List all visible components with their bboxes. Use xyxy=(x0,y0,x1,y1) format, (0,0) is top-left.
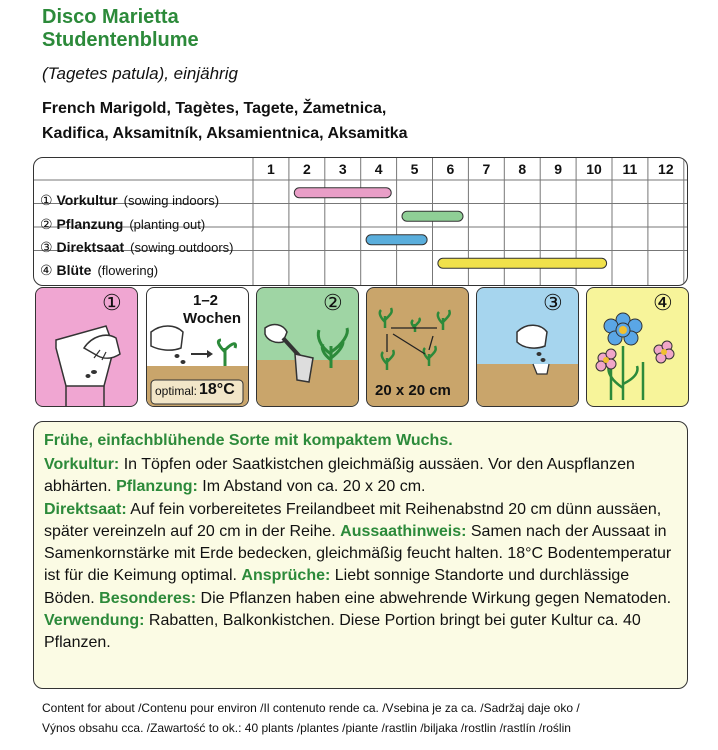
month-label: 3 xyxy=(338,161,347,177)
footer-line-2: Výnos obsahu cca. /Zawartość to ok.: 40 plants /plantes /piante /rastlin /biljaka /rostlin /rastlín /roślin xyxy=(42,721,571,735)
optimal-label: optimal: xyxy=(155,384,198,398)
row-label-direktsaat xyxy=(40,239,233,256)
month-label: 11 xyxy=(622,161,638,177)
description-text xyxy=(44,454,679,655)
panel-direct-sowing xyxy=(476,287,579,407)
term-vorkultur: Vorkultur: xyxy=(44,456,120,473)
calendar-bar-pflanzung xyxy=(402,211,463,221)
panel-flowering xyxy=(586,287,689,407)
botanical-name: (Tagetes patula), einjährig xyxy=(42,64,238,83)
term-ansprueche: Ansprüche: xyxy=(241,567,331,585)
row-number: ③ xyxy=(40,239,53,255)
row-number: ① xyxy=(40,192,53,208)
text-ansprueche: Liebt sonnige Standorte und durchlässige Böden. xyxy=(44,567,630,607)
text-vorkultur: In Töpfen oder Saatkistchen gleichmäßig aussäen. Vor den Auspflanzen abhärten. xyxy=(44,456,635,496)
month-label: 7 xyxy=(482,161,491,177)
text-aussaathinweis: Samen nach der Aussaat in Samenkornstärke mit Erde bedecken, gleichmäßig feucht halten. 18°C Bodentemperatur ist für die Keimung optimal. xyxy=(44,522,672,585)
trowel-planting-icon xyxy=(257,288,358,406)
common-names-line-2: Kadifica, Aksamitník, Aksamientnica, Aksamitka xyxy=(42,125,408,142)
row-label-vorkultur xyxy=(40,192,219,209)
month-label: 2 xyxy=(302,161,311,177)
direct-sowing-icon xyxy=(477,288,578,406)
sowing-calendar xyxy=(33,157,688,286)
step-number: ① xyxy=(102,290,122,315)
month-label: 10 xyxy=(586,161,602,177)
month-label: 1 xyxy=(267,161,275,177)
variety-headline: Frühe, einfachblühende Sorte mit kompaktem Wuchs. xyxy=(44,432,453,449)
text-besonderes: Die Pflanzen haben eine abwehrende Wirkung gegen Nematoden. xyxy=(196,589,672,607)
common-names-line-1: French Marigold, Tagètes, Tagete, Žametnica, xyxy=(42,100,387,117)
row-title: Pflanzung xyxy=(56,216,124,232)
text-verwendung: Rabatten, Balkonkistchen. Diese Portion bringt bei guter Kultur ca. 40 Pflanzen. xyxy=(44,612,641,652)
month-label: 5 xyxy=(410,161,419,177)
calendar-bar-blüte xyxy=(438,258,607,268)
row-number: ② xyxy=(40,216,53,232)
row-title: Blüte xyxy=(56,262,92,278)
month-label: 4 xyxy=(374,161,383,177)
row-note: (sowing outdoors) xyxy=(130,240,234,255)
content-footer xyxy=(42,698,702,738)
row-label-bluete xyxy=(40,262,158,279)
duration-unit: Wochen xyxy=(183,310,242,327)
text-pflanzung: Im Abstand von ca. 20 x 20 cm. xyxy=(197,478,426,496)
month-label: 6 xyxy=(446,161,455,177)
row-title: Direktsaat xyxy=(56,239,125,255)
term-verwendung: Verwendung: xyxy=(44,612,145,630)
title-line-2: Studentenblume xyxy=(42,29,199,51)
row-note: (sowing indoors) xyxy=(123,193,220,208)
panel-planting-out xyxy=(256,287,359,407)
calendar-bar-vorkultur xyxy=(294,188,391,198)
calendar-bar-direktsaat xyxy=(366,235,427,245)
term-pflanzung: Pflanzung: xyxy=(116,478,198,496)
month-label: 9 xyxy=(554,161,563,177)
row-title: Vorkultur xyxy=(56,192,118,208)
row-number: ④ xyxy=(40,262,53,278)
term-direktsaat: Direktsaat: xyxy=(44,500,127,518)
text-direktsaat: Auf fein vorbereitetes Freilandbeet mit Reihenabstnd 20 cm dünn aussäen, später vereinzeln auf 20 cm in der Reihe. xyxy=(44,500,662,540)
step-number: ③ xyxy=(543,290,563,315)
panel-sowing-indoors xyxy=(35,287,138,407)
title-line-1: Disco Marietta xyxy=(42,6,179,28)
row-note: (flowering) xyxy=(97,263,159,278)
step-number: ④ xyxy=(653,290,673,315)
row-label-pflanzung xyxy=(40,216,205,233)
panel-spacing xyxy=(366,287,469,407)
duration-range: 1–2 xyxy=(193,292,219,309)
flowers-icon xyxy=(587,288,688,406)
month-label: 8 xyxy=(518,161,527,177)
hand-sowing-icon xyxy=(36,288,137,406)
row-note: (planting out) xyxy=(129,217,206,232)
product-title xyxy=(42,6,199,52)
instruction-panels xyxy=(33,287,686,410)
step-number: ② xyxy=(323,290,343,315)
month-label: 12 xyxy=(658,161,674,177)
footer-line-1: Content for about /Contenu pour environ /Il contenuto rende ca. /Vsebina je za ca. /Sadržaj daje oko / xyxy=(42,701,580,715)
common-names xyxy=(42,96,682,146)
term-aussaathinweis: Aussaathinweis: xyxy=(340,522,467,540)
spacing-label: 20 x 20 cm xyxy=(375,382,451,399)
optimal-temperature: 18°C xyxy=(199,381,235,398)
panel-germination xyxy=(146,287,249,407)
description-box xyxy=(33,421,688,689)
term-besonderes: Besonderes: xyxy=(99,589,197,607)
